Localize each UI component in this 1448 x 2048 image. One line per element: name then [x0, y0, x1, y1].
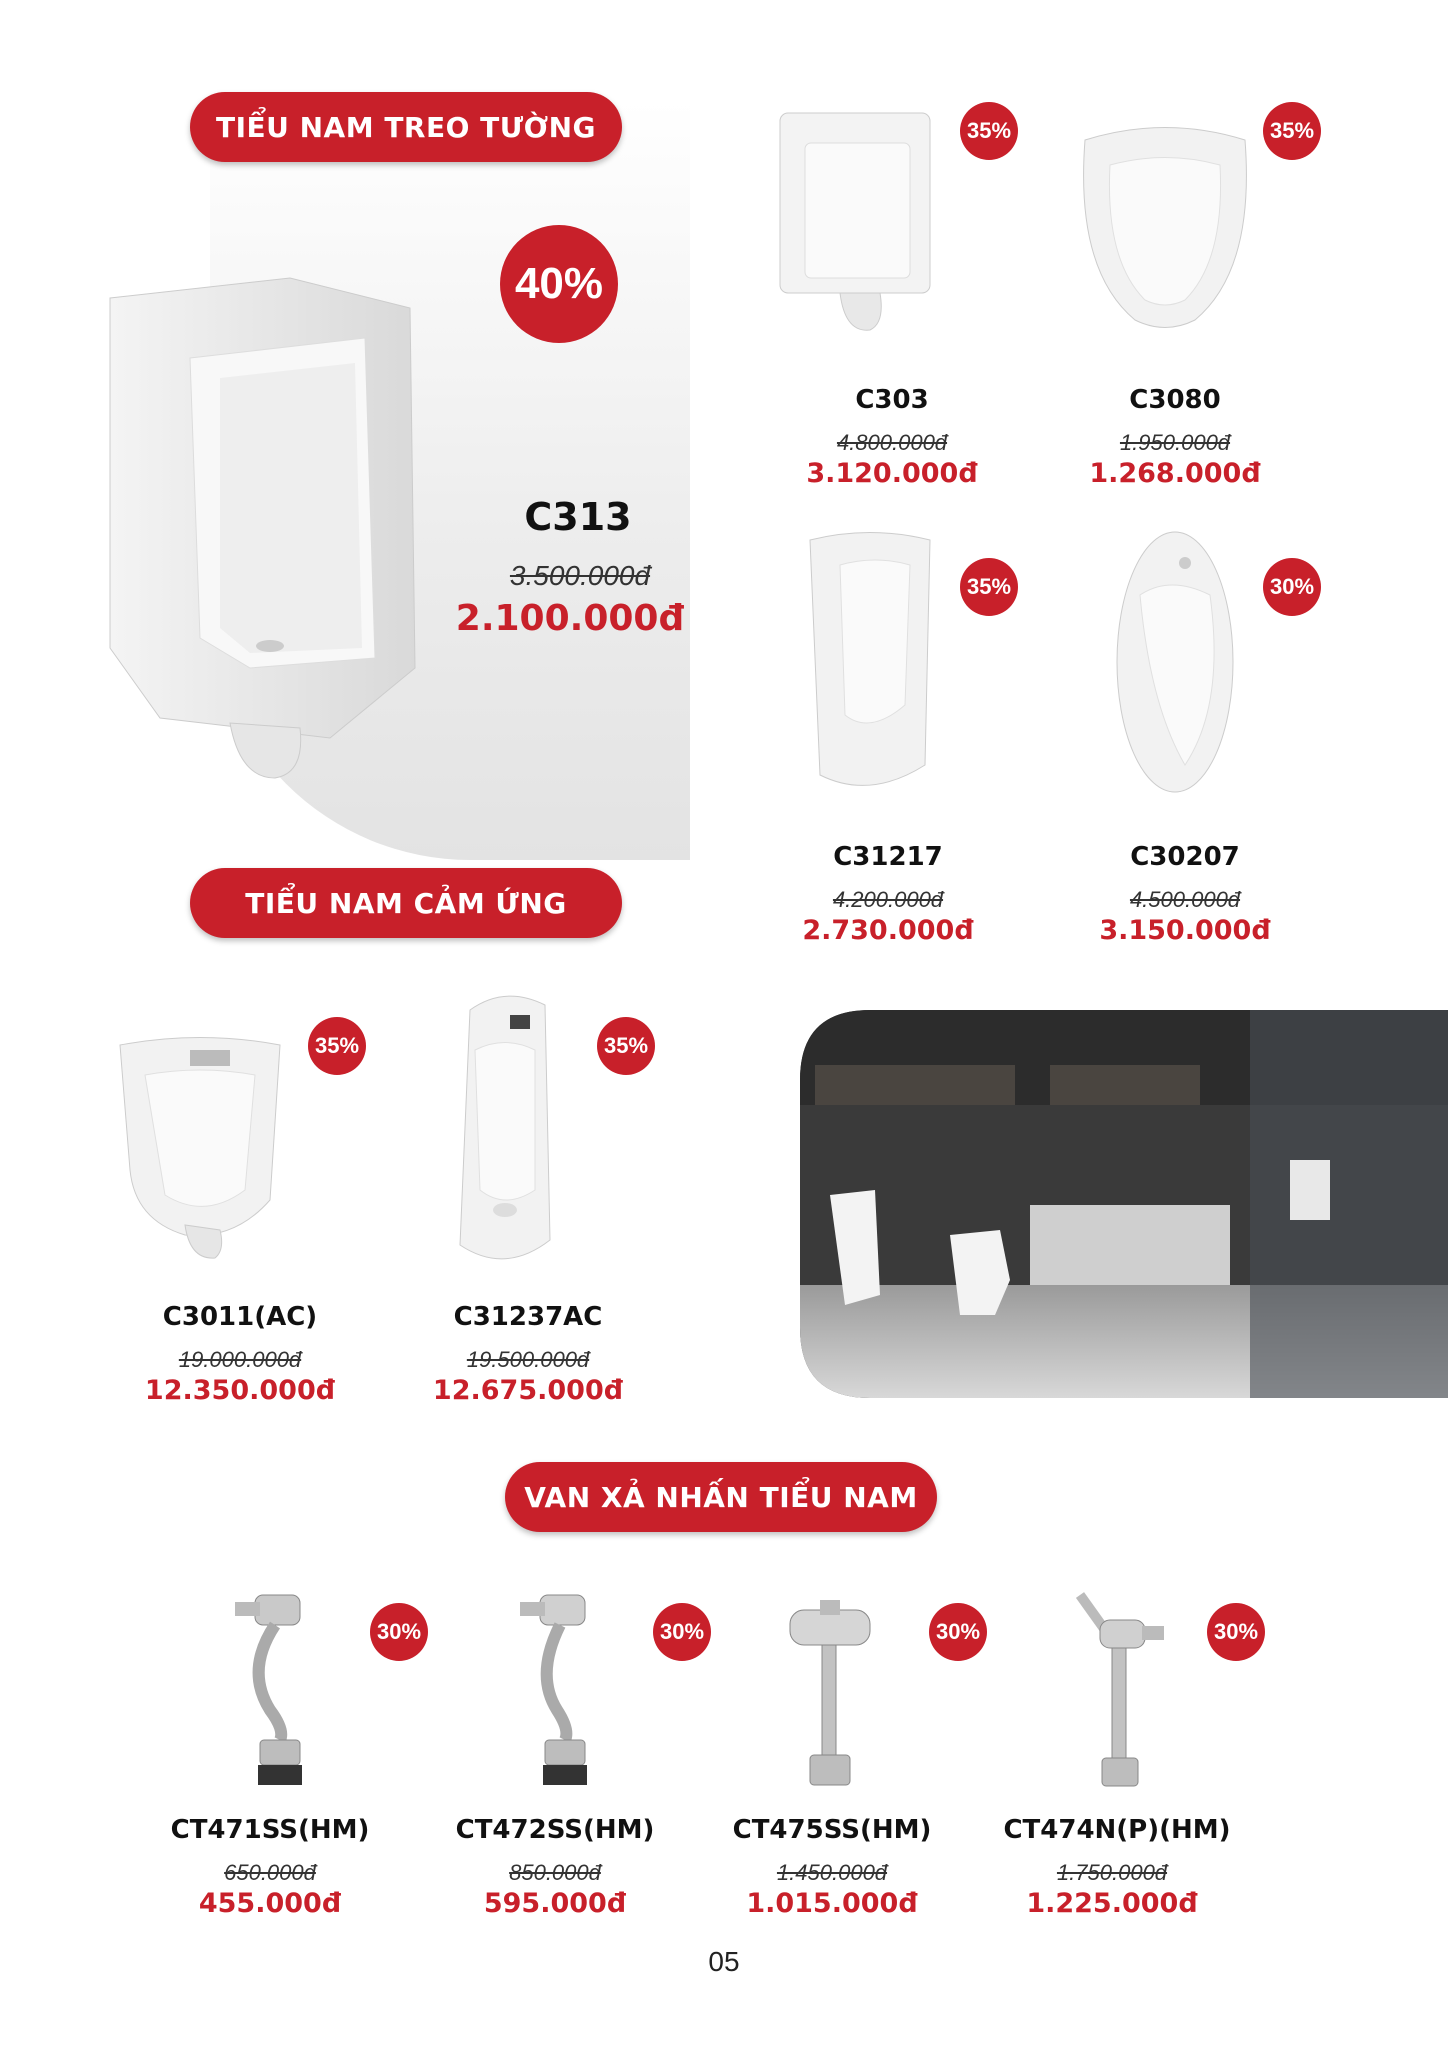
old-price-c3080: 1.950.000đ — [1119, 430, 1231, 455]
discount-badge-c3011: 35% — [308, 1017, 366, 1075]
urinal-c31217-image — [800, 525, 940, 800]
discount-badge-ct472: 30% — [653, 1603, 711, 1661]
old-price-ct471: 650.000đ — [224, 1860, 316, 1885]
urinal-c313-image — [100, 268, 420, 788]
new-price-c313: 2.100.000đ — [455, 598, 685, 639]
old-price-ct475: 1.450.000đ — [776, 1860, 888, 1885]
new-price-c3080: 1.268.000đ — [1089, 458, 1261, 489]
urinal-c31237ac-image — [450, 990, 560, 1270]
new-price-c30207: 3.150.000đ — [1099, 915, 1271, 946]
new-price-c31237ac: 12.675.000đ — [432, 1375, 624, 1406]
discount-badge-ct471: 30% — [370, 1603, 428, 1661]
old-price-c31217: 4.200.000đ — [832, 887, 944, 912]
old-price-ct472: 850.000đ — [509, 1860, 601, 1885]
discount-badge-c303: 35% — [960, 102, 1018, 160]
flush-valve-ct472-image — [515, 1590, 605, 1790]
product-name-c3080: C3080 — [1129, 385, 1221, 415]
product-name-c303: C303 — [855, 385, 929, 415]
flush-valve-ct474-image — [1070, 1590, 1170, 1795]
product-name-ct475: CT475SS(HM) — [732, 1815, 932, 1845]
new-price-ct471: 455.000đ — [198, 1888, 342, 1919]
old-price-c313: 3.500.000đ — [509, 560, 651, 591]
product-name-ct472: CT472SS(HM) — [455, 1815, 655, 1845]
urinal-c303-image — [775, 108, 935, 333]
discount-badge-c313: 40% — [500, 225, 618, 343]
section-wall-title: TIỂU NAM TREO TƯỜNG — [190, 92, 622, 162]
new-price-c303: 3.120.000đ — [806, 458, 978, 489]
section-sensor-title: TIỂU NAM CẢM ỨNG — [190, 868, 622, 938]
product-name-ct474: CT474N(P)(HM) — [1003, 1815, 1231, 1845]
new-price-c31217: 2.730.000đ — [802, 915, 974, 946]
old-price-ct474: 1.750.000đ — [1056, 1860, 1168, 1885]
product-name-c313: C313 — [524, 495, 632, 539]
old-price-c303: 4.800.000đ — [836, 430, 948, 455]
product-name-c31217: C31217 — [833, 842, 943, 872]
new-price-ct475: 1.015.000đ — [746, 1888, 918, 1919]
discount-badge-c31237ac: 35% — [597, 1017, 655, 1075]
discount-badge-ct475: 30% — [929, 1603, 987, 1661]
discount-badge-c3080: 35% — [1263, 102, 1321, 160]
new-price-ct472: 595.000đ — [483, 1888, 627, 1919]
product-name-c31237ac: C31237AC — [453, 1302, 603, 1332]
new-price-c3011: 12.350.000đ — [144, 1375, 336, 1406]
old-price-c31237ac: 19.500.000đ — [466, 1347, 590, 1372]
discount-badge-ct474: 30% — [1207, 1603, 1265, 1661]
section-valve-title: VAN XẢ NHẤN TIỂU NAM — [505, 1462, 937, 1532]
urinal-c3011-image — [115, 1030, 285, 1260]
old-price-c30207: 4.500.000đ — [1129, 887, 1241, 912]
urinal-c30207-image — [1110, 525, 1240, 800]
discount-badge-c31217: 35% — [960, 558, 1018, 616]
product-name-c30207: C30207 — [1130, 842, 1240, 872]
flush-valve-ct475-image — [780, 1595, 880, 1795]
new-price-ct474: 1.225.000đ — [1026, 1888, 1198, 1919]
page-number: 05 — [708, 1946, 740, 1977]
product-name-c3011: C3011(AC) — [162, 1302, 318, 1332]
flush-valve-ct471-image — [230, 1590, 320, 1790]
bathroom-photo — [800, 1010, 1448, 1398]
old-price-c3011: 19.000.000đ — [178, 1347, 302, 1372]
product-name-ct471: CT471SS(HM) — [170, 1815, 370, 1845]
urinal-c3080-image — [1075, 120, 1255, 335]
discount-badge-c30207: 30% — [1263, 558, 1321, 616]
